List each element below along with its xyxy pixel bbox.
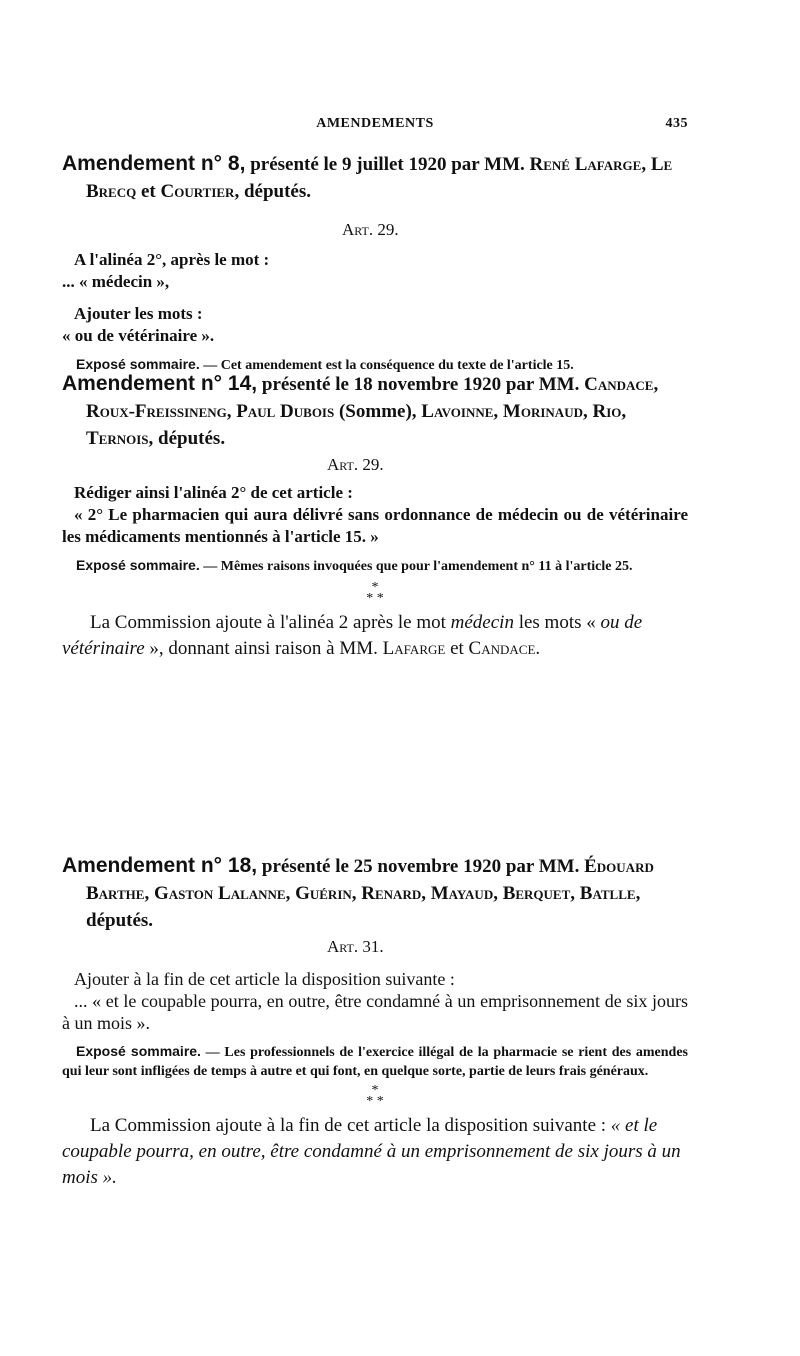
expose-label: Exposé sommaire. [76, 557, 200, 573]
amendment-line: « 2° Le pharmacien qui aura délivré sans ordonnance de médecin ou de vétérinaire les médicaments mentionnés à l'article 15. » [62, 505, 688, 546]
asterism-top: * [371, 1083, 379, 1098]
amendment-14 [62, 370, 688, 662]
article-reference: Art. 29. [327, 455, 384, 474]
running-header [62, 116, 688, 136]
amendment-line: Rédiger ainsi l'alinéa 2° de cet article : [74, 483, 353, 502]
article-reference: Art. 31. [327, 937, 384, 956]
amendment-line: A l'alinéa 2°, après le mot : [74, 250, 270, 269]
deputy-names: Candace, Roux-Freissineng, Paul Dubois [86, 374, 659, 422]
amendment-line: « ou de vétérinaire ». [62, 326, 215, 345]
amendment-label: Amendement n° 8, [62, 152, 246, 175]
expose-sommaire: Exposé sommaire. — Les professionnels de l'exercice illégal de la pharmacie se rient des amendes qui leur sont infligées de temps à autre et qui font, en quelque sorte, partie de leurs frais généraux. [62, 1043, 688, 1079]
amendment-line: ... « médecin », [62, 272, 170, 291]
asterism-bottom: * * [366, 1094, 384, 1109]
commission-decision: La Commission ajoute à l'alinéa 2 après le mot médecin les mots « ou de vétérinaire », donnant ainsi raison à MM. Lafarge et Candace. [62, 612, 643, 659]
amendment-line: ... « et le coupable pourra, en outre, être condamné à un emprisonnement de six jours à un mois ». [62, 991, 688, 1033]
amendment-label: Amendement n° 14, [62, 372, 258, 395]
deputy-names: René Lafarge, Le Brecq [86, 154, 673, 202]
amendment-18 [62, 852, 688, 1191]
amendment-8 [62, 150, 688, 375]
asterism-top: * [371, 580, 379, 595]
amendment-heading: Amendement n° 18, présenté le 25 novembre 1920 par MM. Édouard Barthe, Gaston Lalanne, Guérin, Renard, Mayaud, Berquet, Batlle, députés. [62, 854, 654, 931]
expose-sommaire: Exposé sommaire. — Cet amendement est la conséquence du texte de l'article 15. [76, 356, 574, 373]
running-title: AMENDEMENTS [316, 116, 434, 131]
expose-label: Exposé sommaire. [76, 356, 200, 372]
amendment-line: Ajouter les mots : [74, 304, 203, 323]
amendment-heading: Amendement n° 8, présenté le 9 juillet 1920 par MM. René Lafarge, Le Brecq et Courtier, députés. [62, 152, 673, 202]
expose-label: Exposé sommaire. [76, 1043, 201, 1059]
amendment-heading: Amendement n° 14, présenté le 18 novembre 1920 par MM. Candace, Roux-Freissineng, Paul Dubois (Somme), Lavoinne, Morinaud, Rio, Ternois, députés. [62, 372, 659, 449]
expose-sommaire: Exposé sommaire. — Mêmes raisons invoquées que pour l'amendement n° 11 à l'article 25. [76, 557, 633, 574]
article-reference: Art. 29. [342, 220, 399, 239]
commission-decision: La Commission ajoute à la fin de cet article la disposition suivante : « et le coupable pourra, en outre, être condamné à un emprisonnement de six jours à un mois ». [62, 1115, 681, 1188]
amendment-label: Amendement n° 18, [62, 854, 258, 877]
page-number: 435 [665, 116, 688, 131]
deputy-names: Édouard Barthe, Gaston Lalanne, Guérin, Renard, Mayaud, Berquet, Batlle [86, 856, 654, 904]
asterism-bottom: * * [366, 591, 384, 606]
amendment-line: Ajouter à la fin de cet article la disposition suivante : [74, 969, 455, 989]
